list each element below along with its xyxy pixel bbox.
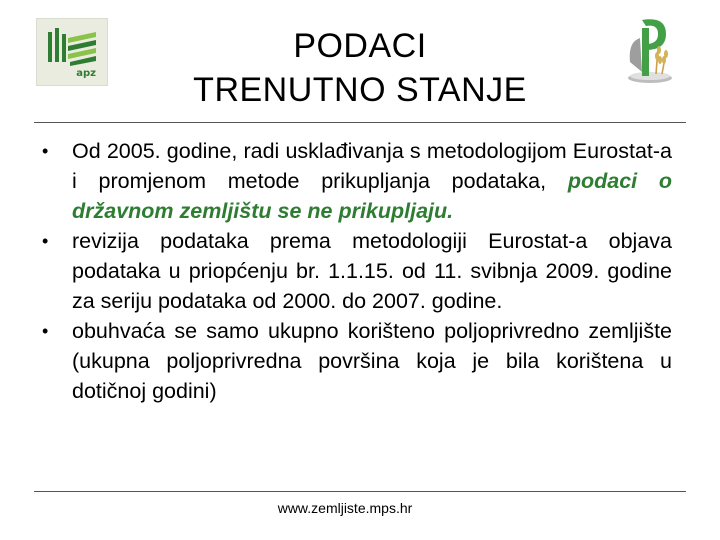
- bullet-3-text: obuhvaća se samo ukupno korišteno poljoprivredno zemljište (ukupna poljoprivredna površina koja je bila korištena u dotičnoj godini): [72, 319, 672, 403]
- apz-logo-text: apz: [76, 68, 96, 79]
- title-line-2: TRENUTNO STANJE: [193, 71, 527, 109]
- bullet-item: [30, 316, 672, 406]
- emblem-logo: [620, 12, 682, 88]
- bullet-1-highlight: podaci o državnom zemljištu se ne prikupljaju.: [72, 169, 672, 223]
- bullet-1-text: Od 2005. godine, radi usklađivanja s metodologijom Eurostat-a i promjenom metode prikupljanja podataka,: [72, 139, 672, 193]
- emblem-p-icon: [620, 12, 682, 88]
- bullet-dot-icon: •: [42, 141, 49, 161]
- title-line-1: PODACI: [293, 27, 427, 65]
- page-title: [150, 24, 570, 112]
- bullet-list: [30, 136, 672, 406]
- footer-url[interactable]: www.zemljiste.mps.hr: [277, 500, 413, 516]
- bullet-item: [30, 226, 672, 316]
- title-divider: [34, 122, 686, 123]
- bullet-dot-icon: •: [42, 231, 49, 251]
- bullet-2-text: revizija podataka prema metodologiji Eurostat-a objava podataka u priopćenju br. 1.1.15. od 11. svibnja 2009. godine za seriju podataka od 2000. do 2007. godine.: [72, 229, 672, 313]
- apz-logo-icon: [46, 28, 100, 70]
- footer-divider: [34, 491, 686, 492]
- bullet-item: [30, 136, 672, 226]
- bullet-dot-icon: •: [42, 321, 49, 341]
- apz-logo: [36, 18, 108, 86]
